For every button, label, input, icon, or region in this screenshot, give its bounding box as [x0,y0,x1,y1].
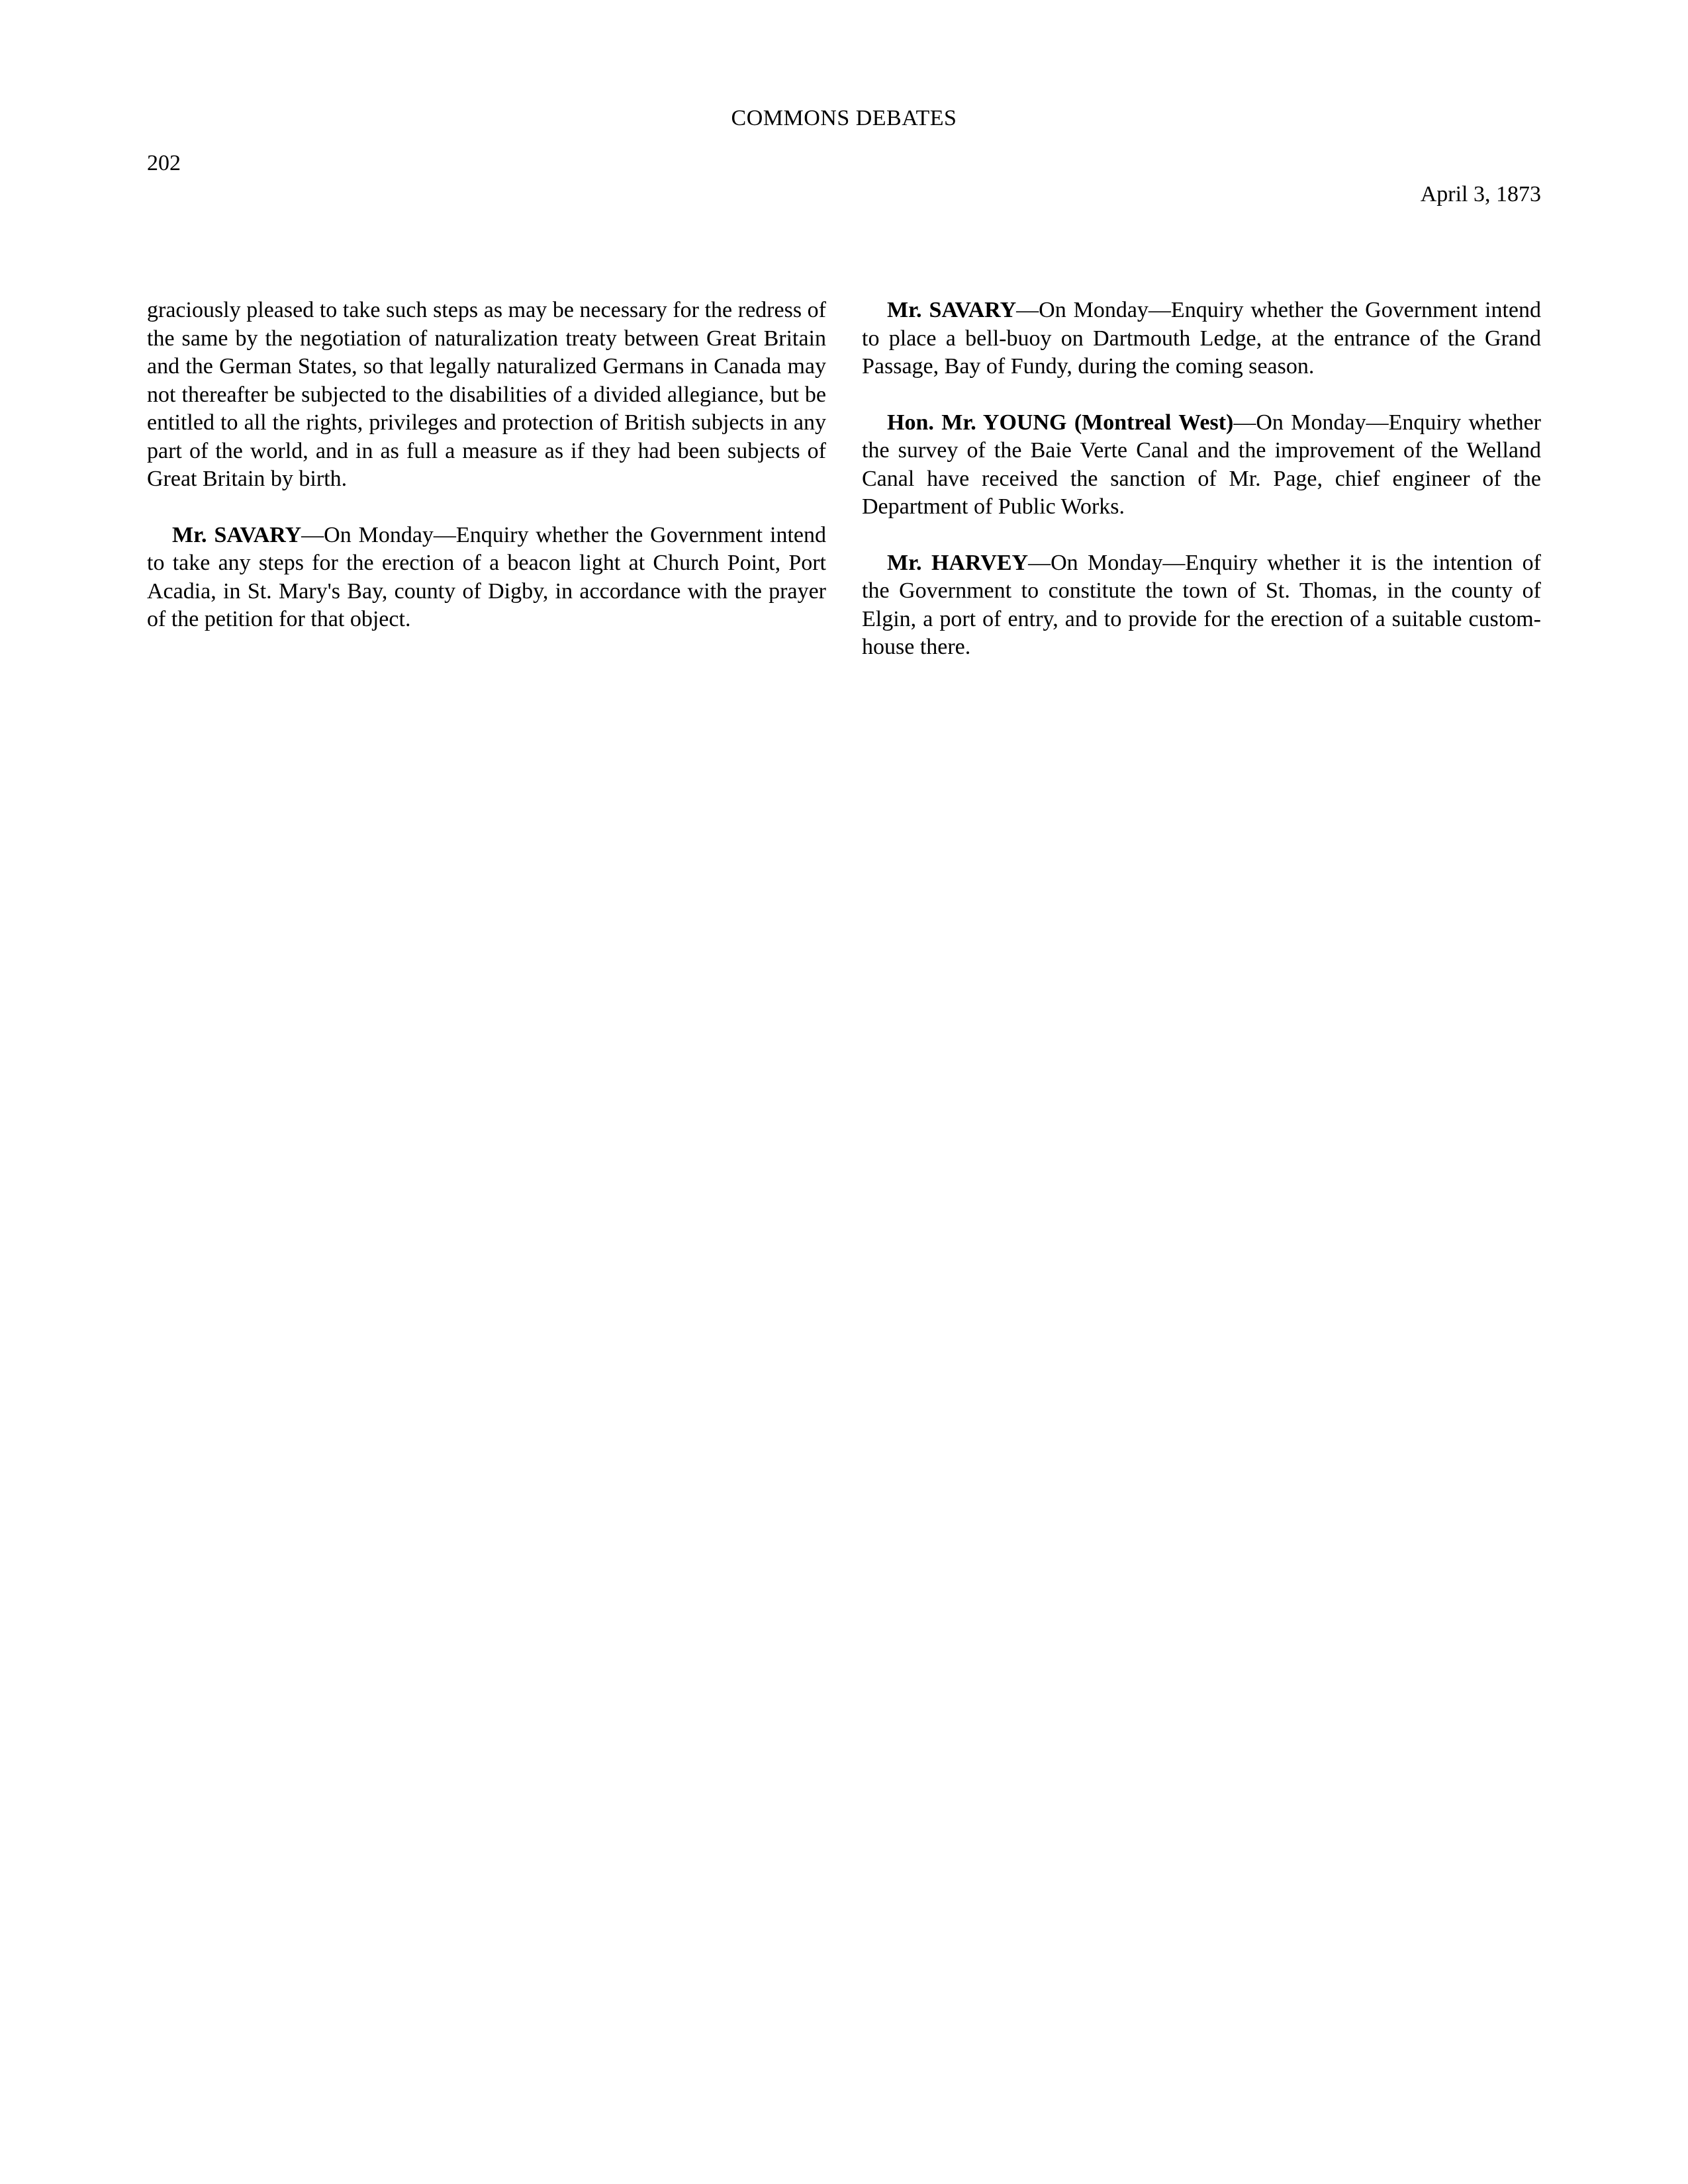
notice-text: —On Monday—Enquiry whether the Government intend to place a bell-buoy on Dartmouth Ledge, at the entrance of the Grand Passage, Bay of Fundy, during the coming season. [862,298,1541,379]
notice-paragraph [147,522,826,634]
page-date: April 3, 1873 [1420,182,1541,206]
running-title: COMMONS DEBATES [731,106,957,130]
continued-paragraph: graciously pleased to take such steps as may be necessary for the redress of the same by the negotiation of naturalization treaty between Great Britain and the German States, so that legally naturalized Germans in Canada may not thereafter be subjected to the disabilities of a divided allegiance, but be entitled to all the rights, privileges and protection of British subjects in any part of the world, and in as full a measure as if they had been subjects of Great Britain by birth. [147,298,826,491]
speaker-name: Mr. HARVEY [887,550,1029,575]
notice-text: —On Monday—Enquiry whether the Government intend to take any steps for the erection of a beacon light at Church Point, Port Acadia, in St. Mary's Bay, county of Digby, in accordance with the prayer of the petition for that object. [147,522,826,631]
notice-text: —On Monday—Enquiry whether the survey of the Baie Verte Canal and the improvement of the Welland Canal have received the sanction of Mr. Page, chief engineer of the Department of Public Works. [862,410,1542,519]
page-number: 202 [147,151,181,175]
speaker-name: Mr. SAVARY [172,522,302,547]
right-column [862,296,1541,690]
notice-paragraph [862,409,1541,522]
notice-paragraph [862,296,1541,381]
speaker-name: Hon. Mr. YOUNG (Montreal West) [887,410,1234,435]
notice-text: —On Monday—Enquiry whether it is the intention of the Government to constitute the town of St. Thomas, in the county of Elgin, a port of entry, and to provide for the erection of a suitable custom-house there. [862,550,1541,659]
speaker-name: Mr. SAVARY [887,298,1017,322]
notice-paragraph [862,549,1541,662]
left-column [147,296,826,662]
